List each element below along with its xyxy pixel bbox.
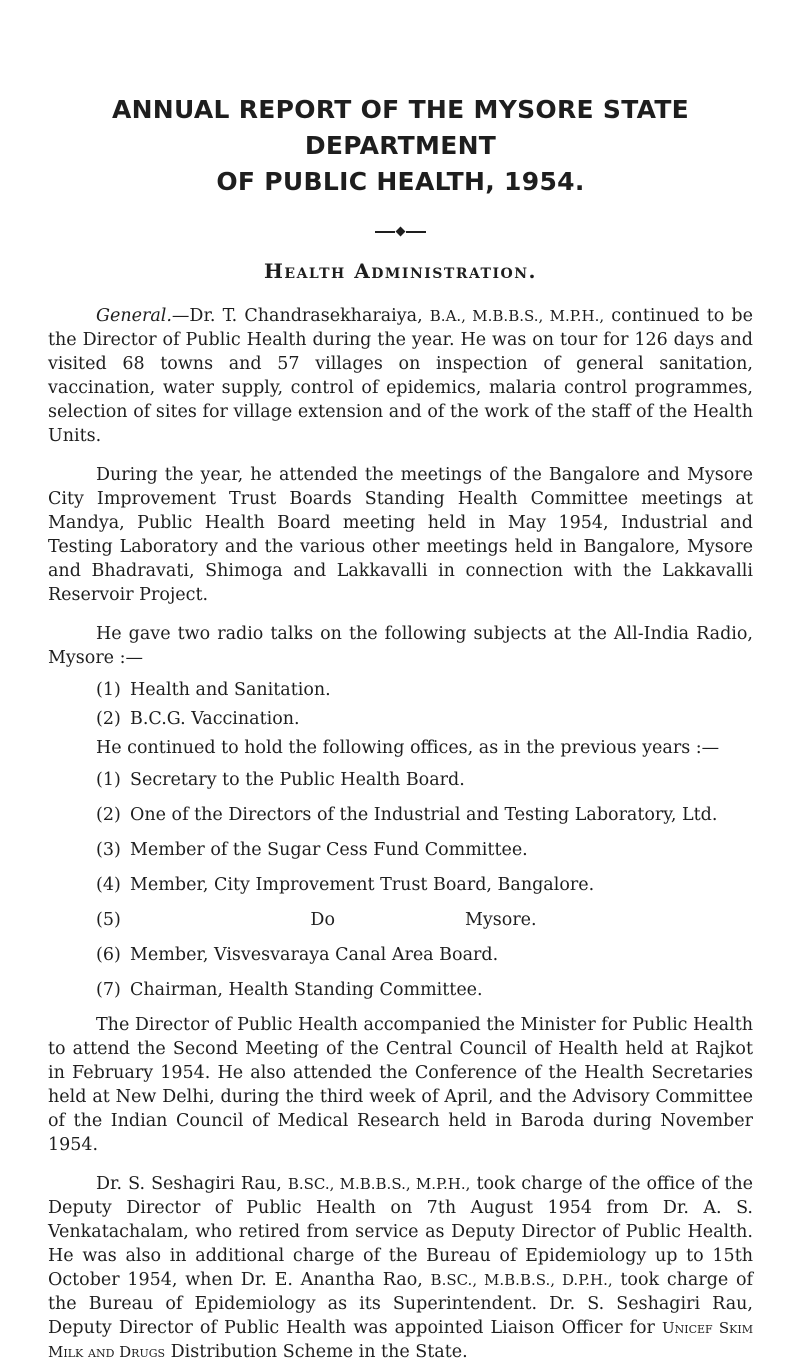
degree-abbrev: B.A., M.B.B.S., M.P.H., bbox=[429, 307, 605, 325]
paragraph-conferences: The Director of Public Health accompanied the Minister for Public Health to attend the Second Meeting of the Central Council of Health held at Rajkot in February 1954. He also attended the Conference of the Health Secretaries held at New Delhi, during the third week of April, and the Advisory Committee of the Indian Council of Medical Research held in Baroda during November 1954. bbox=[48, 1015, 753, 1155]
paragraph-radio-talks: He gave two radio talks on the following subjects at the All-India Radio, Mysore :— bbox=[48, 624, 753, 668]
degree-abbrev: B.SC., M.B.B.S., D.P.H., bbox=[430, 1271, 613, 1289]
list-number: (1) bbox=[96, 770, 121, 790]
paragraph-text: Dr. S. Seshagiri Rau, bbox=[96, 1174, 288, 1194]
paragraph-text: Distribution Scheme in the State. bbox=[165, 1342, 468, 1362]
report-title bbox=[48, 92, 753, 200]
list-text: Secretary to the Public Health Board. bbox=[130, 770, 465, 790]
list-item bbox=[48, 908, 753, 932]
list-item bbox=[48, 678, 753, 702]
list-text: B.C.G. Vaccination. bbox=[130, 709, 300, 729]
offices-list bbox=[48, 768, 753, 1002]
paragraph-meetings: During the year, he attended the meetings of the Bangalore and Mysore City Improvement Trust Boards Standing Health Committee meetings at Mandya, Public Health Board meeting held in May 1954, Industrial and Testing Laboratory and the various other meetings held in Bangalore, Mysore and Bhadravati, Shimoga and Lakkavalli in connection with the Lakkavalli Reservoir Project. bbox=[48, 465, 753, 605]
radio-talks-list bbox=[48, 678, 753, 731]
list-number: (1) bbox=[96, 680, 121, 700]
list-item bbox=[48, 873, 753, 897]
report-title-line-1: ANNUAL REPORT OF THE MYSORE STATE DEPARTMENT bbox=[111, 95, 690, 160]
list-item bbox=[48, 707, 753, 731]
scheme-name: Unicef Skim Milk and Drugs bbox=[48, 1319, 754, 1361]
diamond-icon bbox=[396, 227, 406, 237]
list-item bbox=[48, 978, 753, 1002]
list-text: Member, Visvesvaraya Canal Area Board. bbox=[130, 945, 499, 965]
paragraph-text: —Dr. T. Chandrasekharaiya, bbox=[171, 306, 430, 326]
ornamental-divider bbox=[48, 224, 753, 238]
list-text: Member, City Improvement Trust Board, Bangalore. bbox=[130, 875, 595, 895]
paragraph-lead: General. bbox=[96, 306, 172, 326]
divider-rule-right bbox=[406, 231, 426, 233]
report-title-line-2: OF PUBLIC HEALTH, 1954. bbox=[216, 167, 585, 196]
list-text: Mysore. bbox=[465, 910, 537, 930]
paragraph-text: continued to be the Director of Public Health during the year. He was on tour for 126 days and visited 68 towns and 57 villages on inspection of general sanitation, vaccination, water supply, control of epidemics, malaria control programmes, selection of sites for village extension and of the work of the staff of the Health Units. bbox=[48, 306, 753, 446]
list-text: One of the Directors of the Industrial and Testing Laboratory, Ltd. bbox=[130, 805, 718, 825]
list-item bbox=[48, 838, 753, 862]
list-number: (7) bbox=[96, 980, 121, 1000]
degree-abbrev: B.SC., M.B.B.S., M.P.H., bbox=[287, 1175, 471, 1193]
list-number: (6) bbox=[96, 945, 121, 965]
paragraph-deputy-director bbox=[48, 1172, 753, 1364]
list-item bbox=[48, 803, 753, 827]
list-number: (2) bbox=[96, 709, 121, 729]
list-text: Chairman, Health Standing Committee. bbox=[130, 980, 483, 1000]
list-number: (3) bbox=[96, 840, 121, 860]
list-number: (5) bbox=[96, 910, 121, 930]
list-item bbox=[48, 768, 753, 792]
list-text: Health and Sanitation. bbox=[130, 680, 331, 700]
paragraph-offices: He continued to hold the following offices, as in the previous years :— bbox=[96, 738, 720, 758]
list-text: Member of the Sugar Cess Fund Committee. bbox=[130, 840, 528, 860]
list-number: (4) bbox=[96, 875, 121, 895]
paragraph-text: took charge of the office of the Deputy Director of Public Health on 7th August 1954 from Dr. A. S. Venkatachalam, who retired from service as Deputy Director of Public Health. He was also in additional charge of the Bureau of Epidemiology up to 15th October 1954, when Dr. E. Anantha Rao, bbox=[48, 1174, 753, 1290]
list-number: (2) bbox=[96, 805, 121, 825]
paragraph-general bbox=[48, 304, 753, 448]
list-item bbox=[48, 943, 753, 967]
paragraph-text: took charge of the Bureau of Epidemiology as its Superintendent. Dr. S. Seshagiri Rau, Deputy Director of Public Health was appointed Liaison Officer for bbox=[48, 1270, 753, 1338]
divider-rule-left bbox=[375, 231, 395, 233]
ditto-mark: Do bbox=[310, 910, 335, 930]
section-heading: Health Administration. bbox=[264, 259, 537, 283]
